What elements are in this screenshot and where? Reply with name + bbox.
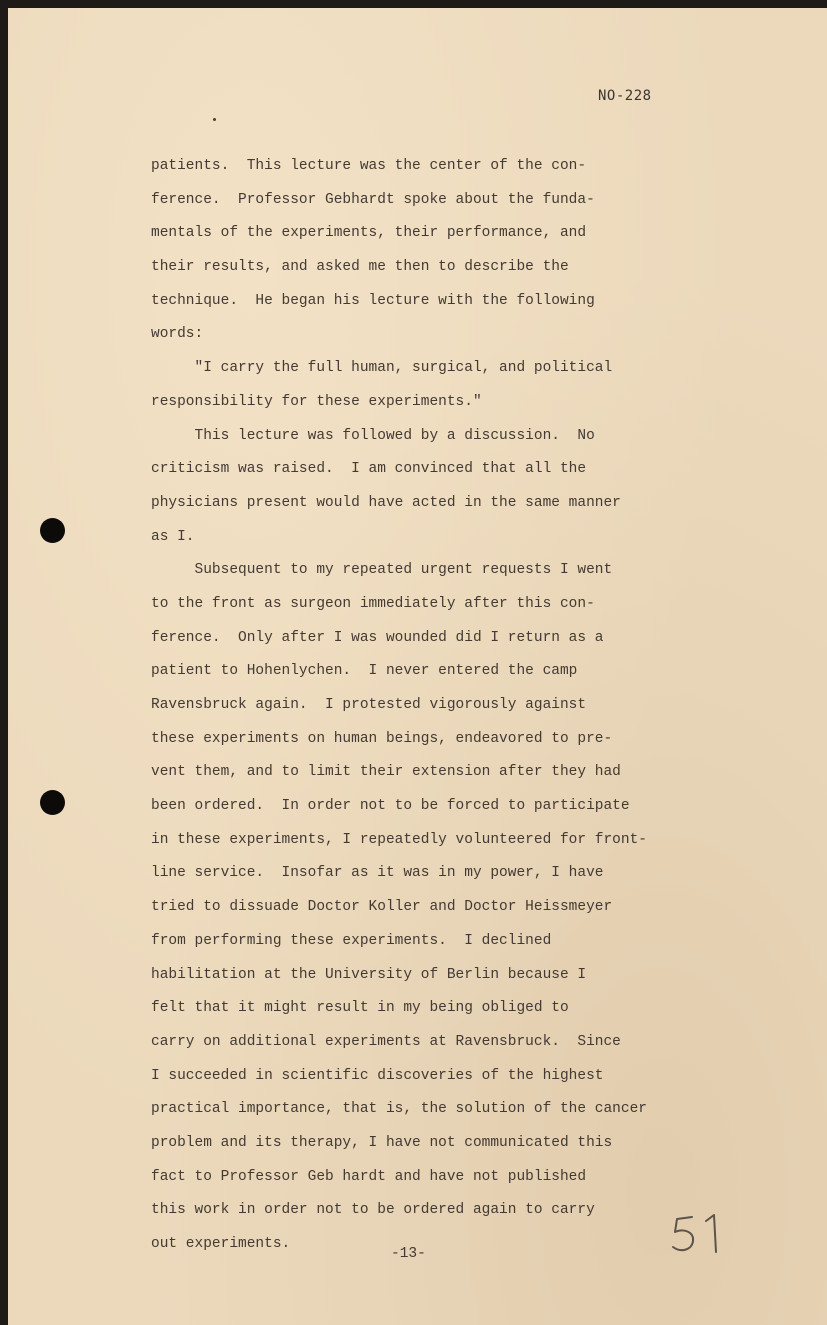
text-line: I succeeded in scientific discoveries of the highest	[151, 1067, 604, 1084]
text-line: these experiments on human beings, endeavored to pre-	[151, 730, 613, 747]
text-line: to the front as surgeon immediately after this con-	[151, 595, 595, 612]
page-number: -13-	[391, 1246, 426, 1262]
text-line: criticism was raised. I am convinced that all the	[151, 461, 587, 478]
text-line: ference. Professor Gebhardt spoke about the funda-	[151, 191, 595, 208]
text-line: words:	[151, 326, 204, 343]
document-body	[151, 153, 731, 1265]
text-line: This lecture was followed by a discussion. No	[151, 427, 595, 444]
text-line: out experiments.	[151, 1236, 291, 1252]
text-line: ference. Only after I was wounded did I return as a	[151, 629, 604, 646]
text-line: vent them, and to limit their extension after they had	[151, 764, 621, 781]
text-line: felt that it might result in my being obliged to	[151, 1000, 569, 1017]
text-line: habilitation at the University of Berlin because I	[151, 966, 587, 983]
document-page	[8, 8, 827, 1325]
ink-speck	[213, 118, 216, 121]
text-line: patient to Hohenlychen. I never entered the camp	[151, 663, 578, 680]
text-line: "I carry the full human, surgical, and political	[151, 360, 613, 377]
text-line: responsibility for these experiments."	[151, 393, 482, 410]
text-line: fact to Professor Geb hardt and have not published	[151, 1168, 587, 1185]
text-line: patients. This lecture was the center of the con-	[151, 158, 587, 174]
document-id: NO-228	[598, 88, 652, 104]
text-line: mentals of the experiments, their performance, and	[151, 225, 587, 242]
text-line: been ordered. In order not to be forced to participate	[151, 798, 630, 815]
text-line: line service. Insofar as it was in my power, I have	[151, 865, 604, 882]
text-line: technique. He began his lecture with the following	[151, 292, 595, 309]
text-line: their results, and asked me then to describe the	[151, 259, 569, 276]
text-line: tried to dissuade Doctor Koller and Doctor Heissmeyer	[151, 899, 613, 916]
text-line: this work in order not to be ordered again to carry	[151, 1202, 595, 1219]
text-line: Ravensbruck again. I protested vigorously against	[151, 697, 587, 713]
text-line: from performing these experiments. I declined	[151, 932, 552, 949]
text-line: practical importance, that is, the solution of the cancer	[151, 1101, 647, 1118]
text-line: carry on additional experiments at Ravensbruck. Since	[151, 1033, 621, 1050]
text-line: physicians present would have acted in the same manner	[151, 494, 621, 511]
text-line: problem and its therapy, I have not communicated this	[151, 1134, 613, 1151]
text-line: Subsequent to my repeated urgent requests I went	[151, 562, 613, 579]
binder-hole	[40, 518, 65, 543]
binder-hole	[40, 790, 65, 815]
text-line: in these experiments, I repeatedly volunteered for front-	[151, 831, 647, 848]
handwritten-page-mark	[668, 1208, 728, 1258]
text-line: as I.	[151, 528, 195, 545]
